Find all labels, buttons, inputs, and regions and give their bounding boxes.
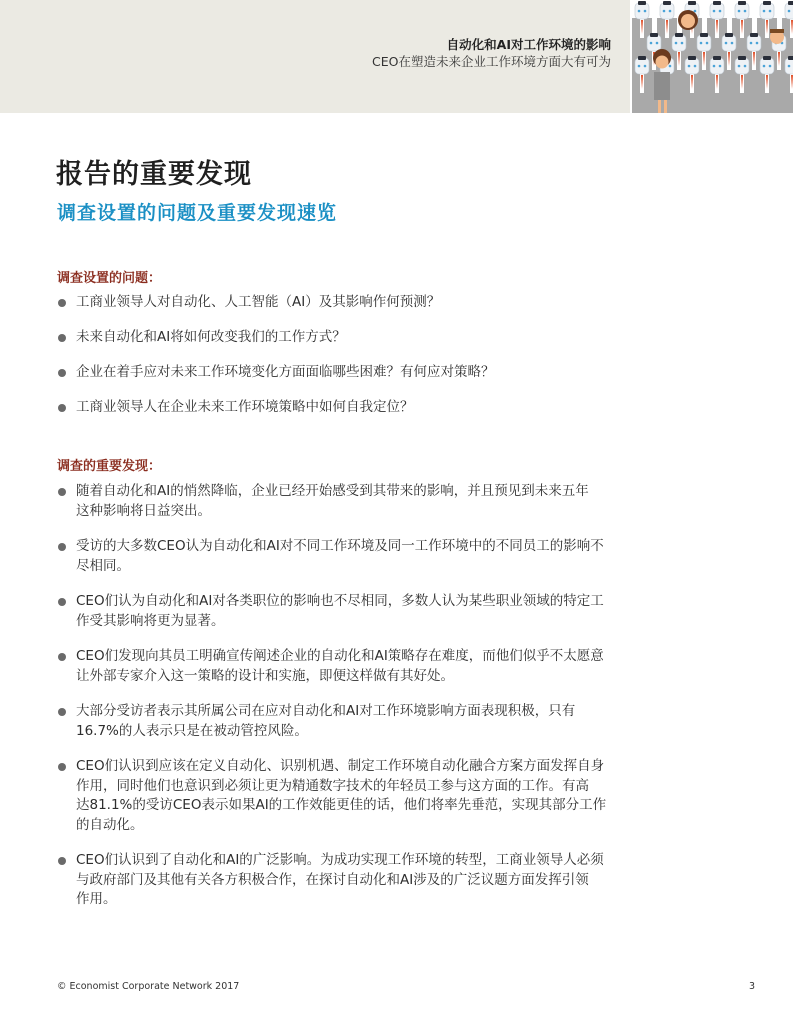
page-subtitle: 调查设置的问题及重要发现速览 [57,202,338,224]
report-subtitle: CEO在塑造未来企业工作环境方面大有可为 [372,54,611,69]
bullet-icon [58,653,66,661]
list-item-text: 作用，同时他们也意识到必须让更为精通数字技术的年轻员工参与这方面的工作。有高 [76,777,589,794]
list-item-text: 大部分受访者表示其所属公司在应对自动化和AI对工作环境影响方面表现积极，只有 [76,703,576,719]
list-item [57,592,617,631]
header-banner [0,0,793,113]
bullet-icon [58,857,66,865]
list-item-text: 企业在着手应对未来工作环境变化方面面临哪些困难？有何应对策略？ [76,364,495,380]
list-item-text: CEO们认识到了自动化和AI的广泛影响。为成功实现工作环境的转型，工商业领导人必须 [76,852,604,868]
list-item [57,482,617,521]
questions-list [57,293,617,433]
report-title: 自动化和AI对工作环境的影响 [446,37,611,52]
list-item-text: 达81.1%的受访CEO表示如果AI的工作效能更佳的话，他们将率先垂范，实现其部分工作 [76,797,607,813]
bullet-icon [58,598,66,606]
list-item-text: 随着自动化和AI的悄然降临，企业已经开始感受到其带来的影响，并且预见到未来五年 [76,483,589,499]
list-item-text: 尽相同。 [76,557,130,574]
list-item-text: 未来自动化和AI将如何改变我们的工作方式？ [76,329,346,345]
list-item-text: 与政府部门及其他有关各方积极合作，在探讨自动化和AI涉及的广泛议题方面发挥引领 [76,871,589,888]
bullet-icon [58,334,66,342]
findings-heading: 调查的重要发现： [57,459,162,474]
list-item-text: 16.7%的人表示只是在被动管控风险。 [76,722,308,739]
page-title: 报告的重要发现 [56,159,252,190]
bullet-icon [58,543,66,551]
list-item-text: 让外部专家介入这一策略的设计和实施，即便这样做有其好处。 [76,667,454,684]
list-item [57,851,617,910]
bullet-icon [58,369,66,377]
footer-copyright: © Economist Corporate Network 2017 [57,981,240,992]
list-item [57,328,617,348]
list-item-text: CEO们认识到应该在定义自动化、识别机遇、制定工作环境自动化融合方案方面发挥自身 [76,758,605,774]
bullet-icon [58,299,66,307]
list-item [57,537,617,576]
list-item-text: 工商业领导人在企业未来工作环境策略中如何自我定位？ [76,399,414,415]
bullet-icon [58,404,66,412]
list-item [57,398,617,418]
list-item-text: 工商业领导人对自动化、人工智能（AI）及其影响作何预测？ [76,294,441,310]
list-item-text: CEO们发现向其员工明确宣传阐述企业的自动化和AI策略存在难度，而他们似乎不太愿意 [76,648,604,664]
list-item [57,647,617,686]
list-item [57,363,617,383]
list-item [57,293,617,313]
findings-list [57,482,617,926]
list-item [57,702,617,741]
bullet-icon [58,763,66,771]
list-item-text: 受访的大多数CEO认为自动化和AI对不同工作环境及同一工作环境中的不同员工的影响不 [76,538,604,554]
page-number: 3 [748,981,755,992]
list-item-text: CEO们认为自动化和AI对各类职位的影响也不尽相同，多数人认为某些职业领域的特定工 [76,593,604,609]
questions-heading: 调查设置的问题： [57,271,162,286]
list-item-text: 作受其影响将更为显著。 [76,612,225,629]
list-item-text: 这种影响将日益突出。 [76,502,211,519]
list-item-text: 的自动化。 [76,816,144,833]
bullet-icon [58,488,66,496]
list-item [57,757,617,835]
list-item-text: 作用。 [76,891,117,907]
bullet-icon [58,708,66,716]
robots-and-people-illustration [630,0,793,113]
